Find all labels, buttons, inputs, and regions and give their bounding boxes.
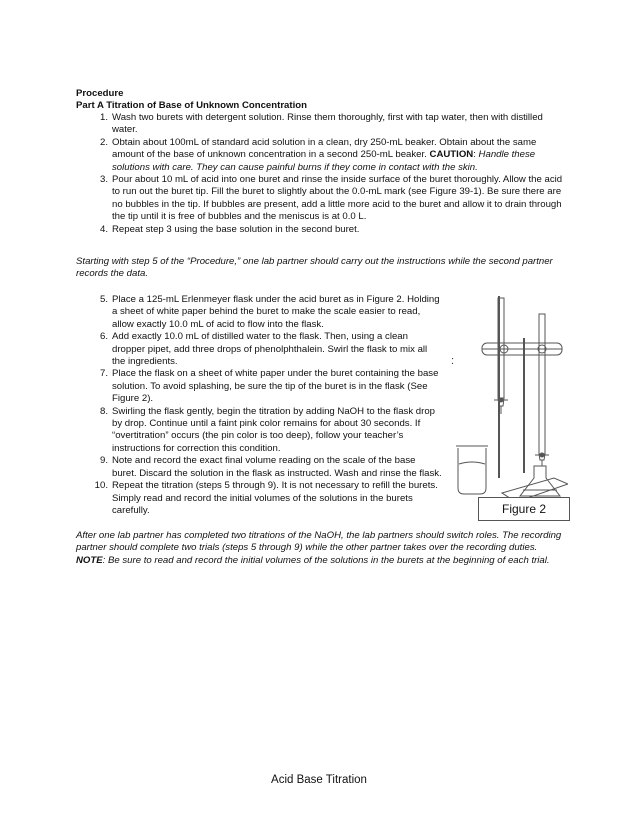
- steps-list-2: [90, 294, 442, 517]
- closing-note-text: After one lab partner has completed two titrations of the NaOH, the lab partners should switch roles. The recording partner should complete two trials (steps 5 through 9) while the other partner takes over the recording duties.: [76, 530, 562, 554]
- step-item-9: [90, 455, 442, 480]
- step-item-2: [90, 137, 568, 174]
- step-number: 6.: [99, 331, 108, 343]
- part-a-heading: Part A Titration of Base of Unknown Concentration: [76, 100, 307, 111]
- buret-right: [539, 314, 545, 454]
- step-number: 3.: [99, 174, 108, 186]
- step-text: Repeat the titration (steps 5 through 9). It is not necessary to refill the burets. Simply read and record the initial volumes of the solutions in the burets carefully.: [112, 480, 438, 516]
- step-text: Swirling the flask gently, begin the titration by adding NaOH to the flask drop by drop. Continue until a faint pink color remains for about 30 seconds. If “overtitration” occurs (the pin color is too deep), follow your teacher’s instructions for correction this condition.: [112, 405, 435, 454]
- intro-note: Starting with step 5 of the “Procedure,” one lab partner should carry out the instructions while the second partner records the data.: [76, 256, 553, 280]
- step-number: 2.: [99, 136, 108, 148]
- step-item-3: [90, 174, 568, 224]
- erlenmeyer-flask: [520, 466, 560, 496]
- note-label: NOTE: [76, 554, 103, 566]
- step-text: Note and record the exact final volume reading on the scale of the base buret. Discard the solution in the flask as instructed. Wash and rinse the flask.: [112, 455, 442, 479]
- caution-colon: :: [473, 149, 476, 161]
- step-number: 8.: [99, 405, 108, 417]
- step-number: 10.: [94, 480, 108, 492]
- step-text: Obtain about 100mL of standard acid solution in a clean, dry 250-mL beaker. Obtain about the same amount of the base of unknown concentration in a second 250-mL beaker.: [112, 136, 537, 161]
- step-text: Add exactly 10.0 mL of distilled water to the flask. Then, using a clean dropper pipet, add three drops of phenolphthalein. Swirl the flask to mix all the ingredients.: [112, 331, 428, 368]
- caution-text: Handle these solutions with care. They can cause painful burns if they come in contact with the skin.: [112, 149, 536, 173]
- steps-list-1: [90, 112, 568, 236]
- step-text: Pour about 10 mL of acid into one buret and rinse the inside surface of the buret thoroughly. Allow the acid to run out the buret tip. Fill the buret to slightly about the 0.0-mL mark (see Figure 39-1). Be sure there are no bubbles in the tip. If bubbles are present, add a little more acid to the buret and allow it to drain through the tip until it is free of bubbles and the meniscus is at 0.0 L.: [112, 174, 563, 223]
- step-number: 9.: [99, 455, 108, 467]
- step-item-6: [90, 331, 442, 368]
- step-item-5: [90, 294, 442, 331]
- caution-label: CAUTION: [429, 149, 474, 161]
- figure-2-label: Figure 2: [478, 497, 570, 521]
- step-item-10: [90, 480, 442, 517]
- step-item-4: [90, 224, 568, 236]
- step-text: Place a 125-mL Erlenmeyer flask under the acid buret as in Figure 2. Holding a sheet of white paper behind the buret to make the scale easier to read, allow exactly 10.0 mL of acid to flow into the flask.: [112, 294, 440, 330]
- closing-note-text-end: : Be sure to read and record the initial volumes of the solutions in the burets at the beginning of each trial.: [102, 554, 550, 566]
- step-number: 5.: [99, 294, 108, 305]
- beaker: [458, 448, 486, 494]
- step-text: Wash two burets with detergent solution. Rinse them thoroughly, first with tap water, then with distilled water.: [112, 112, 543, 136]
- step-number: 1.: [99, 112, 108, 123]
- closing-note: [76, 530, 566, 567]
- titration-apparatus-illustration: [446, 288, 568, 520]
- step-item-8: [90, 406, 442, 456]
- step-item-7: [90, 368, 442, 405]
- procedure-heading: Procedure: [76, 88, 124, 99]
- stray-colon: :: [451, 355, 455, 367]
- step-number: 4.: [99, 223, 108, 235]
- page-footer: Acid Base Titration: [271, 774, 367, 786]
- step-text: Repeat step 3 using the base solution in the second buret.: [112, 223, 360, 235]
- step-number: 7.: [99, 368, 108, 380]
- step-item-1: [90, 112, 568, 137]
- step-text: Place the flask on a sheet of white paper under the buret containing the base solution. To avoid splashing, be sure the tip of the buret is in the flask (See Figure 2).: [112, 368, 439, 405]
